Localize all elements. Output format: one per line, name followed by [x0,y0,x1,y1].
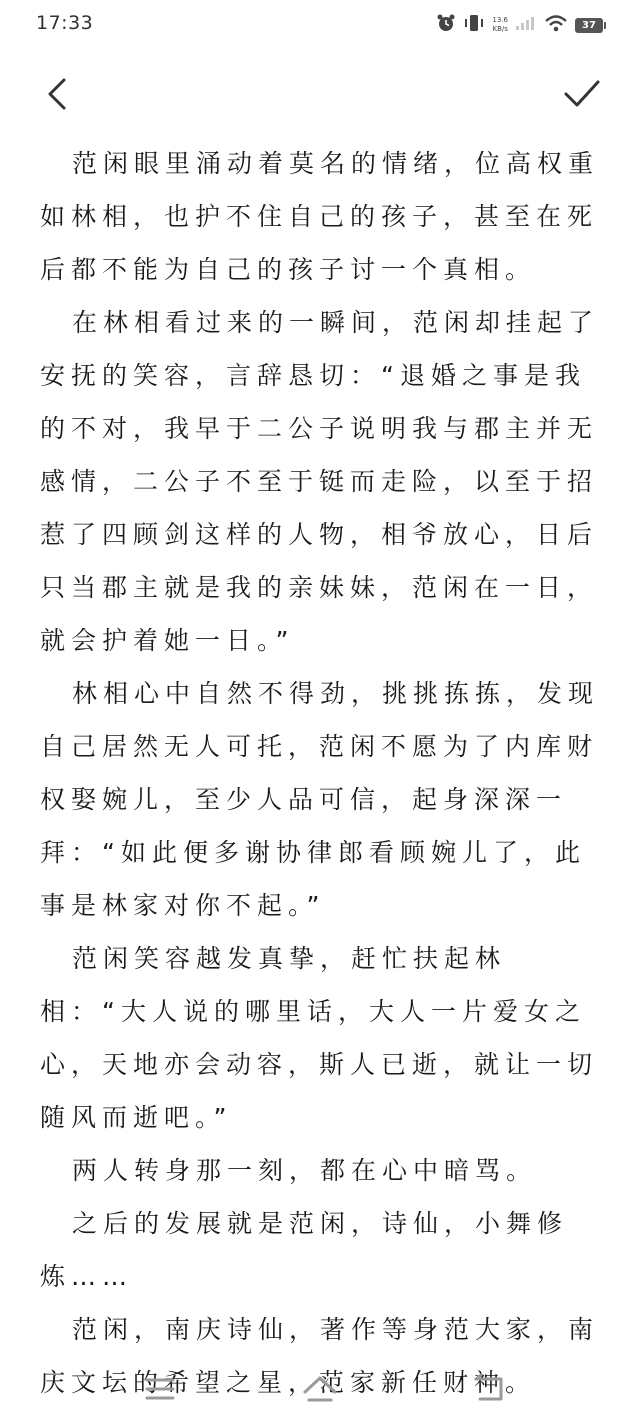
paragraph: 两人转身那一刻，都在心中暗骂。 [72,1156,538,1185]
return-icon [468,1391,508,1410]
paragraph: 范闲眼里涌动着莫名的情绪，位高权重如林相，也护不住自己的孩子，甚至在死后都不能为自己的孩子讨一个真相。 [40,149,600,284]
nav-menu-button[interactable] [140,1372,180,1406]
toolbar [0,66,640,122]
menu-lines-icon [140,1391,180,1410]
vibrate-icon [463,13,485,37]
paragraph: 范闲，南庆诗仙，著作等身范大家，南庆文坛的希望之星，范家新任财神。 [40,1315,600,1397]
checkmark-icon [560,101,604,120]
alarm-icon [436,13,456,37]
net-speed-unit: KB/s [492,25,508,33]
home-icon [300,1391,340,1410]
net-speed-value: 13.6 [492,16,508,24]
paragraph: 林相心中自然不得劲，挑挑拣拣，发现自己居然无人可托，范闲不愿为了内库财权娶婉儿，至少人品可信，起身深深一拜：“如此便多谢协律郎看顾婉儿了，此事是林家对你不起。” [40,679,600,920]
back-button[interactable] [38,72,78,116]
nav-home-button[interactable] [300,1372,340,1406]
wifi-icon [544,14,568,36]
paragraph: 在林相看过来的一瞬间，范闲却挂起了安抚的笑容，言辞恳切：“退婚之事是我的不对，我早于二公子说明我与郡主并无感情，二公子不至于铤而走险，以至于招惹了四顾剑这样的人物，相爷放心，日后只当郡主就是我的亲妹妹，范闲在一日，就会护着她一日。” [40,308,600,655]
net-speed [492,16,508,34]
status-icons [429,13,606,37]
system-nav-bar [0,1360,640,1420]
article-content [40,137,602,1409]
status-time: 17:33 [36,12,94,34]
chevron-left-icon [38,101,78,120]
cellular-signal-icon [515,15,537,35]
confirm-button[interactable] [560,72,604,116]
paragraph: 之后的发展就是范闲，诗仙，小舞修炼…… [40,1209,569,1291]
paragraph: 范闲笑容越发真挚，赶忙扶起林相：“大人说的哪里话，大人一片爱女之心，天地亦会动容，斯人已逝，就让一切随风而逝吧。” [40,944,599,1132]
status-bar [0,0,640,46]
nav-back-button[interactable] [468,1372,508,1406]
battery-indicator: 37 [575,18,603,33]
